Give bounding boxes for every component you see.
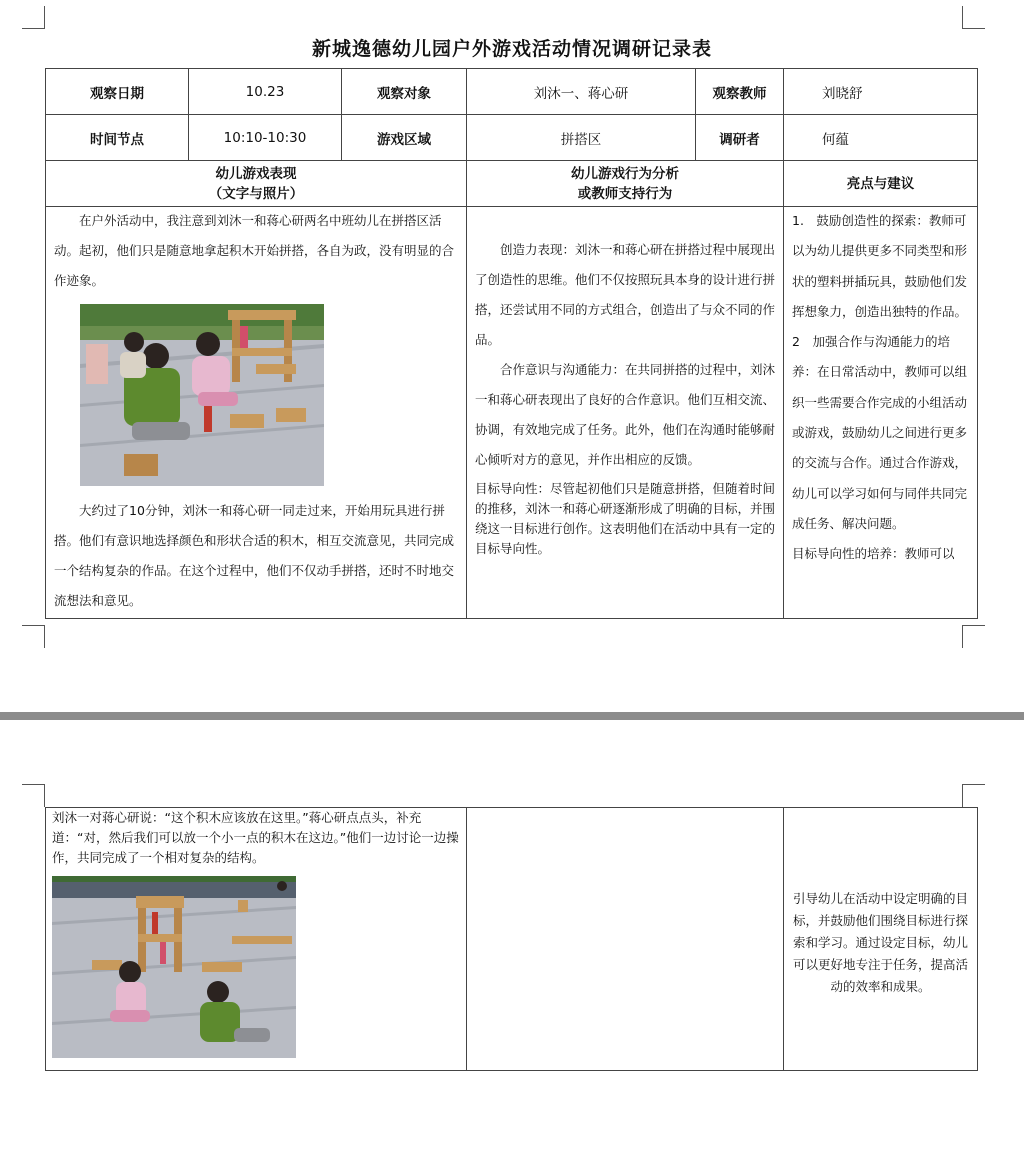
suggestion-goal-guidance: 引导幼儿在活动中设定明确的目标，并鼓励他们围绕目标进行探索和学习。通过设定目标，幼儿可以更好地专注于任务，提高活动的效率和成果。 bbox=[792, 891, 968, 994]
performance-header-line1: 幼儿游戏表现 bbox=[215, 165, 297, 182]
area-value: 拼搭区 bbox=[467, 115, 696, 161]
page-separator bbox=[0, 712, 1024, 720]
suggestion-cell bbox=[784, 207, 978, 619]
suggestion-item-1: 1. 鼓励创造性的探索：教师可以为幼儿提供更多不同类型和形状的塑料拼插玩具，鼓励他们发挥想象力，创造出独特的作品。 bbox=[792, 213, 968, 319]
analysis-cell-continued bbox=[467, 808, 784, 1071]
crop-mark bbox=[22, 784, 45, 807]
performance-cell bbox=[46, 207, 467, 619]
performance-paragraph-1: 在户外活动中，我注意到刘沐一和蒋心研两名中班幼儿在拼搭区活动。起初，他们只是随意地拿起积木开始拼搭，各自为政，没有明显的合作迹象。 bbox=[54, 213, 455, 288]
meta-row-1 bbox=[46, 69, 978, 115]
observe-date-value: 10.23 bbox=[189, 69, 342, 115]
children-building-photo-2 bbox=[52, 876, 296, 1058]
researcher-value: 何蕴 bbox=[784, 115, 978, 161]
suggestion-header: 亮点与建议 bbox=[784, 161, 978, 207]
analysis-cell bbox=[467, 207, 784, 619]
performance-dialogue: 刘沐一对蒋心研说：“这个积木应该放在这里。”蒋心研点点头，补充道：“对，然后我们可以放一个小一点的积木在这边。”他们一边讨论一边操作，共同完成了一个相对复杂的结构。 bbox=[52, 810, 459, 865]
meta-row-2 bbox=[46, 115, 978, 161]
analysis-header-line2: 或教师支持行为 bbox=[577, 185, 673, 202]
performance-header-line2: （文字与照片） bbox=[208, 185, 304, 202]
observe-target-value: 刘沐一、蒋心研 bbox=[467, 69, 696, 115]
time-value: 10:10-10:30 bbox=[189, 115, 342, 161]
analysis-goal-orientation: 目标导向性：尽管起初他们只是随意拼搭，但随着时间的推移，刘沐一和蒋心研逐渐形成了明确的目标，并围绕这一目标进行创作。这表明他们在活动中具有一定的目标导向性。 bbox=[475, 481, 776, 556]
analysis-cooperation: 合作意识与沟通能力：在共同拼搭的过程中，刘沐一和蒋心研表现出了良好的合作意识。他们互相交流、协调，有效地完成了任务。此外，他们在沟通时能够耐心倾听对方的意见，并作出相应的反馈。 bbox=[475, 362, 776, 467]
performance-paragraph-2: 大约过了10分钟，刘沐一和蒋心研一同走过来，开始用玩具进行拼搭。他们有意识地选择颜色和形状合适的积木，相互交流意见，共同完成一个结构复杂的作品。在这个过程中，他们不仅动手拼搭，还时不时地交流想法和意见。 bbox=[54, 503, 455, 608]
crop-mark bbox=[22, 625, 45, 648]
record-table-continued bbox=[45, 807, 978, 1071]
crop-mark bbox=[962, 625, 985, 648]
suggestion-item-3: 目标导向性的培养：教师可以 bbox=[792, 546, 955, 562]
document-title: 新城逸德幼儿园户外游戏活动情况调研记录表 bbox=[311, 38, 712, 60]
analysis-header bbox=[467, 161, 784, 207]
observe-target-label: 观察对象 bbox=[342, 69, 467, 115]
performance-cell-continued bbox=[46, 808, 467, 1071]
children-building-photo-1 bbox=[80, 304, 324, 486]
analysis-header-line1: 幼儿游戏行为分析 bbox=[571, 165, 679, 182]
crop-mark bbox=[22, 6, 45, 29]
suggestion-item-2: 2 加强合作与沟通能力的培养：在日常活动中，教师可以组织一些需要合作完成的小组活动或游戏，鼓励幼儿之间进行更多的交流与合作。通过合作游戏，幼儿可以学习如何与同伴共同完成任务、解决问题。 bbox=[792, 334, 968, 531]
time-label: 时间节点 bbox=[46, 115, 189, 161]
record-table bbox=[45, 68, 978, 619]
researcher-label: 调研者 bbox=[696, 115, 784, 161]
header-row bbox=[46, 161, 978, 207]
performance-header bbox=[46, 161, 467, 207]
document-page-2 bbox=[0, 720, 1024, 1173]
area-label: 游戏区域 bbox=[342, 115, 467, 161]
crop-mark bbox=[962, 6, 985, 29]
teacher-value: 刘晓舒 bbox=[784, 69, 978, 115]
crop-mark bbox=[962, 784, 985, 807]
suggestion-cell-continued bbox=[784, 808, 978, 1071]
content-row-continued bbox=[46, 808, 978, 1071]
observe-date-label: 观察日期 bbox=[46, 69, 189, 115]
teacher-label: 观察教师 bbox=[696, 69, 784, 115]
content-row bbox=[46, 207, 978, 619]
analysis-creativity: 创造力表现：刘沐一和蒋心研在拼搭过程中展现出了创造性的思维。他们不仅按照玩具本身的设计进行拼搭，还尝试用不同的方式组合，创造出了与众不同的作品。 bbox=[475, 242, 776, 347]
